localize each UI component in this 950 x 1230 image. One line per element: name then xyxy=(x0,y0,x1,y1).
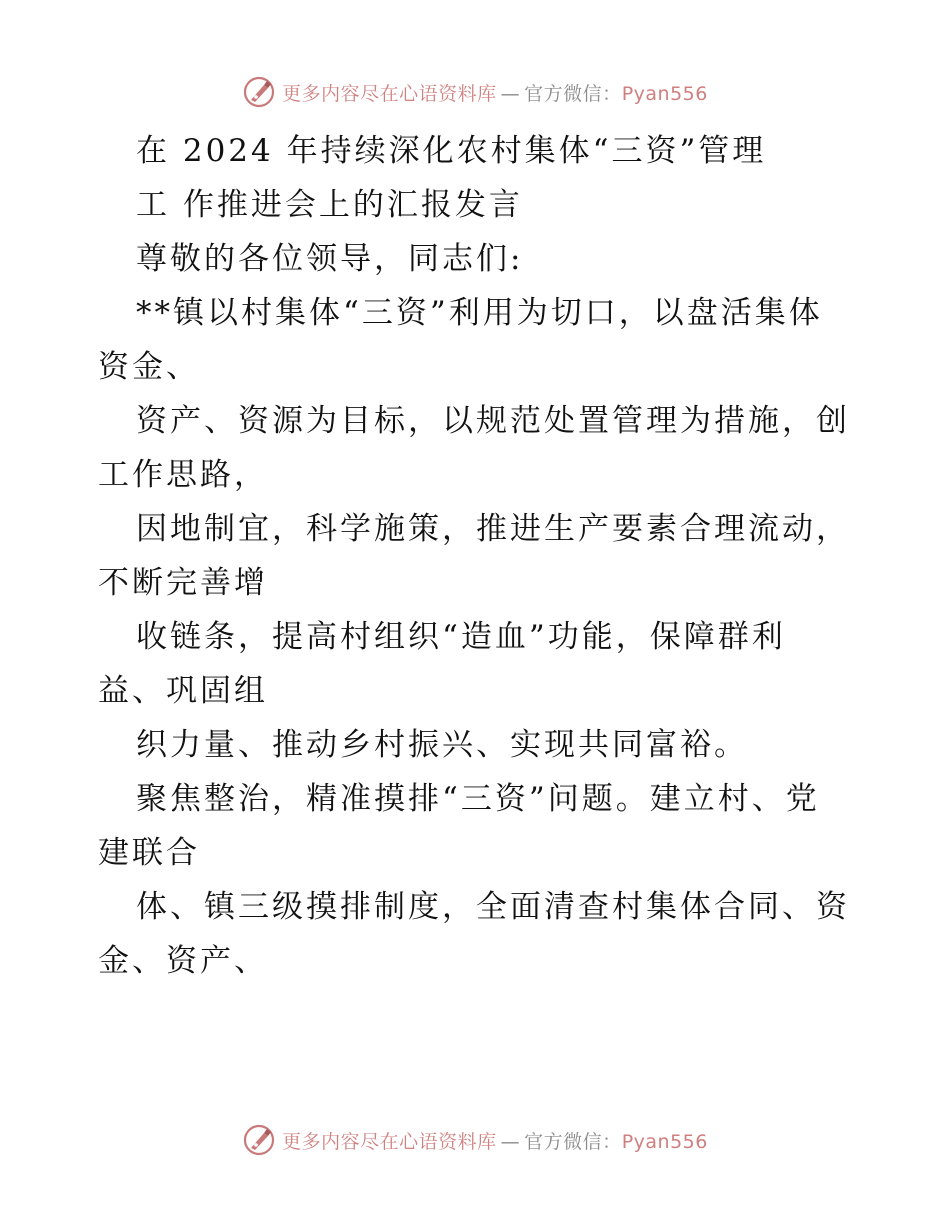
document-title-line-1: 在 2024 年持续深化农村集体“三资”管理 xyxy=(136,133,767,169)
footer-watermark-banner xyxy=(0,1120,950,1160)
pen-nib-logo-icon xyxy=(242,75,276,109)
body-text-line: 因地制宜，科学施策，推进生产要素合理流动， xyxy=(136,511,850,547)
pen-nib-logo-icon xyxy=(242,1123,276,1157)
body-text-line: 收链条，提高村组织“造血”功能，保障群利 xyxy=(136,619,786,655)
body-text-line: 工作思路， xyxy=(98,457,268,493)
salutation: 尊敬的各位领导，同志们: xyxy=(136,241,524,277)
body-text-line: 金、资产、 xyxy=(98,943,268,979)
body-text-line: 资金、 xyxy=(98,349,200,385)
watermark-text: 更多内容尽在心语资料库 — 官方微信：Pyan556 xyxy=(282,82,708,105)
watermark-text: 更多内容尽在心语资料库 — 官方微信：Pyan556 xyxy=(282,1130,708,1153)
document-title-line-2: 工 作推进会上的汇报发言 xyxy=(136,187,523,223)
body-text-line: 益、巩固组 xyxy=(98,673,268,709)
document-body xyxy=(98,124,858,988)
body-text-line: 聚焦整治，精准摸排“三资”问题。建立村、党 xyxy=(136,781,820,817)
body-text-line: 建联合 xyxy=(98,835,200,871)
body-text-line: 织力量、推动乡村振兴、实现共同富裕。 xyxy=(136,727,748,763)
header-watermark-banner xyxy=(0,72,950,112)
body-text-line: **镇以村集体“三资”利用为切口，以盘活集体 xyxy=(136,295,823,331)
body-text-line: 体、镇三级摸排制度，全面清查村集体合同、资 xyxy=(136,889,850,925)
body-paragraphs xyxy=(98,286,858,988)
body-text-line: 资产、资源为目标，以规范处置管理为措施，创 xyxy=(136,403,850,439)
body-text-line: 不断完善增 xyxy=(98,565,268,601)
